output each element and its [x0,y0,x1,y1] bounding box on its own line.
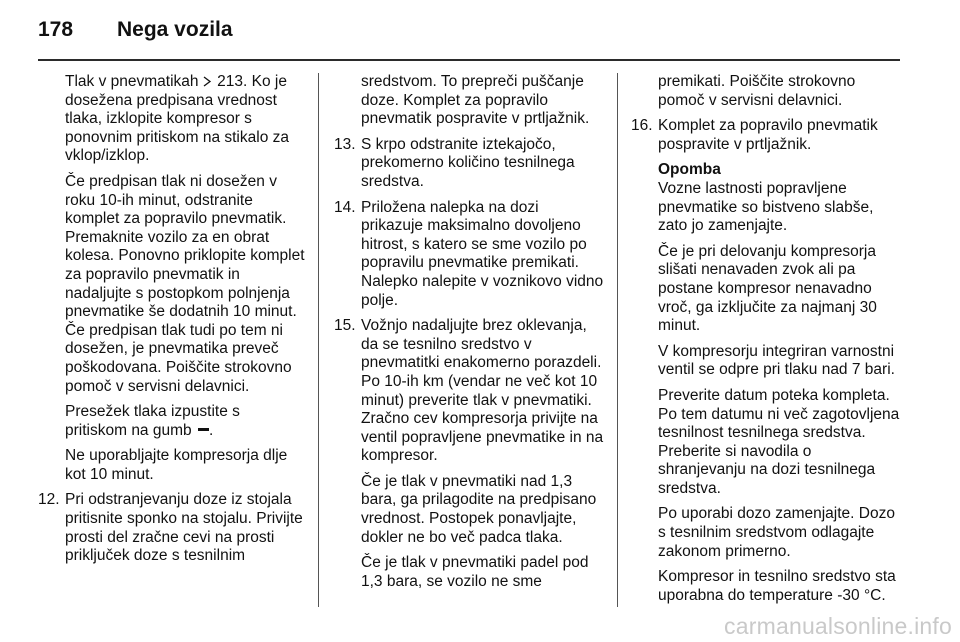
list-item-text: S krpo odstranite iztekajočo, prekomerno količino tesnilnega sredstva. [361,135,575,190]
list-number: 13. [334,135,356,153]
list-item-text: Vožnjo nadaljujte brez oklevanja, da se tesnilno sredstvo v pnevmatitki enakomerno porazdeli. Po 10-ih km (vendar ne več kot 10 minut) preverite tlak v pnevmatiki. Zračno cev kompresorja privijte na ventil popravljene pnevmatike in na kompresor. [361,317,604,465]
watermark: carmanualsonline.info [724,613,952,639]
note-text: Vozne lastnosti popravljene pnevmatike so bistveno slabše, zato jo zamenjajte. [658,179,874,235]
paragraph-continued: premikati. Poiščite strokovno pomoč v servisni delavnici. [658,73,856,109]
paragraph-compressor-limit: Ne uporabljajte kompresorja dlje kot 10 minut. [65,447,288,483]
paragraph-text: Tlak v pnevmatikah [65,73,203,90]
paragraph-pressure-not-reached: Če predpisan tlak ni dosežen v roku 10-ih minut, odstranite komplet za popravilo pnevmatik. Premaknite vozilo za en obrat kolesa. Ponovno priklopite komplet za popravilo pnevmatik in nadaljujte s postopkom polnjenja pnevmatike še dodatnih 10 minut. Če predpisan tlak tudi po tem ni dosežen, je pnevmatika preveč poškodovana. Poiščite strokovno pomoč v servisni delavnici. [65,172,305,395]
list-item-text: Če je tlak v pnevmatiki nad 1,3 bara, ga prilagodite na predpisano vrednost. Postopek ponavljajte, dokler ne bo več padca tlaka. [361,472,597,546]
list-item-text: Komplet za popravilo pnevmatik pospravite v prtljažnik. [658,117,878,153]
chapter-title: Nega vozila [117,18,233,41]
list-item-12 [38,491,306,565]
list-item-14 [334,199,604,311]
paragraph-text: Če je pri delovanju kompresorja slišati nenavaden zvok ali pa postane kompresor nenavadno vroč, ga izklјučite za najmanj 30 minut. [658,242,877,335]
note-block [631,161,903,605]
list-item-13 [334,136,604,192]
column-divider [617,73,618,607]
paragraph-text: Presežek tlaka izpustite s pritiskom na gumb [65,403,240,439]
list-number: 14. [334,198,356,216]
column-divider [318,73,319,607]
list-item-text: Pri odstranjevanju doze iz stojala pritisnite sponko na stojalu. Privijte prosti del zračne cevi na prosti priključek doze s tesnilnim [65,491,303,565]
list-number: 12. [38,491,60,509]
paragraph-text: V kompresorju integriran varnostni ventil se odpre pri tlaku nad 7 bari. [658,342,895,379]
paragraph-text: 213. Ko je dosežena predpisana vrednost tlaka, izklopite kompresor s ponovnim pritiskom na stikalo za vklop/izklop. [65,73,289,165]
note-heading: Opomba [658,161,721,179]
page-number: 178 [38,18,74,41]
paragraph-text: Kompresor in tesnilno sredstvo sta uporabna do temperature -30 °C. [658,568,896,604]
paragraph-text: . [208,421,214,439]
header-rule [38,59,900,61]
column-1 [38,73,306,573]
list-number: 16. [631,117,653,135]
minus-button-icon [198,428,209,431]
list-item-15 [334,317,604,591]
column-3 [631,73,903,612]
paragraph-text: Preverite datum poteka kompleta. Po tem datumu ni več zagotovljena tesnilnost tesnilnega sredstva. Preberite si navodila o shranjevanju na dozi tesnilnega sredstva. [658,386,900,497]
list-number: 15. [334,317,356,335]
page-reference-icon [203,73,213,92]
list-item-text: Če je tlak v pnevmatiki padel pod 1,3 bara, se vozilo ne sme [361,554,589,590]
list-item-text: Priložena nalepka na dozi prikazuje maksimalno dovoljeno hitrost, s katero se sme vozilo po popravilu pnevmatike premikati. Nalepko nalepite v voznikovo vidno polje. [361,198,604,309]
paragraph-tire-pressure [38,73,306,166]
paragraph-release-pressure [38,403,306,440]
column-2 [334,73,604,598]
list-item-16 [631,117,903,154]
paragraph-text: Po uporabi dozo zamenjajte. Dozo s tesnilnim sredstvom odlagajte zakonom primerno. [658,505,895,560]
paragraph-continued: sredstvom. To prepreči puščanje doze. Komplet za popravilo pnevmatik pospravite v prtljažnik. [361,73,590,128]
